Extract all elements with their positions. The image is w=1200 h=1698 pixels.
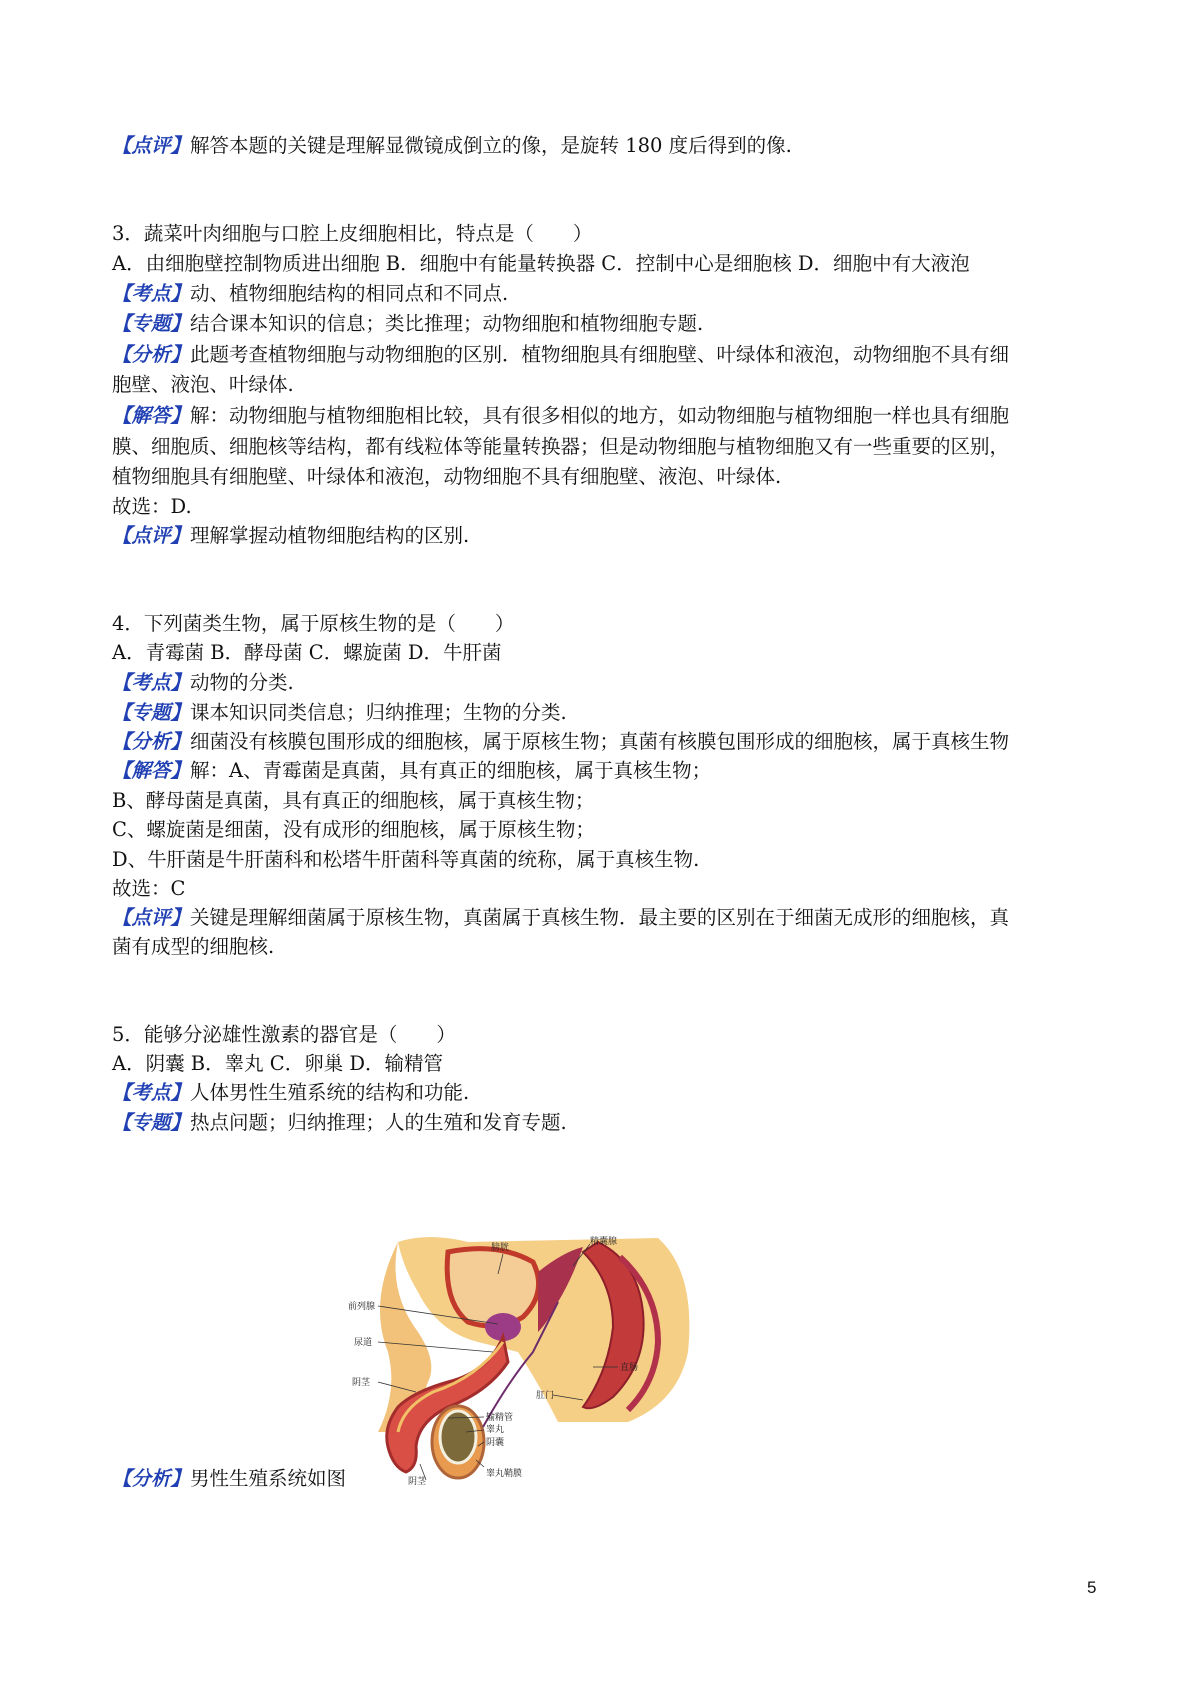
q4-zhuanti <box>112 698 567 728</box>
q3-jieda-cont2: 植物细胞具有细胞壁、叶绿体和液泡，动物细胞不具有细胞壁、液泡、叶绿体. <box>112 465 782 488</box>
dianping-text: 理解掌握动植物细胞结构的区别. <box>190 524 470 547</box>
zhuanti-text: 结合课本知识的信息；类比推理；动物细胞和植物细胞专题. <box>190 312 704 335</box>
zhuanti-tag: 【专题】 <box>112 1111 191 1134</box>
page-number: 5 <box>1087 1578 1097 1597</box>
label-anus: 肛门 <box>536 1391 555 1401</box>
label-tunica: 睾丸鞘膜 <box>486 1469 523 1479</box>
label-rectum: 直肠 <box>620 1363 639 1373</box>
jieda-tag: 【解答】 <box>112 759 191 782</box>
label-testis: 睾丸 <box>486 1425 505 1435</box>
kaodian-text: 人体男性生殖系统的结构和功能. <box>190 1081 470 1104</box>
label-vas-deferens: 输精管 <box>486 1413 514 1423</box>
q3-zhuanti <box>112 309 703 339</box>
kaodian-tag: 【考点】 <box>112 282 191 305</box>
kaodian-tag: 【考点】 <box>112 671 191 694</box>
jieda-text: 解：动物细胞与植物细胞相比较，具有很多相似的地方，如动物细胞与植物细胞一样也具有细胞 <box>190 404 1010 427</box>
fenxi-tag: 【分析】 <box>112 730 191 753</box>
q3-fenxi <box>112 340 1009 370</box>
q4-jieda <box>112 756 711 786</box>
q4-dianping-cont: 菌有成型的细胞核. <box>112 935 275 958</box>
jieda-tag: 【解答】 <box>112 404 191 427</box>
q3-stem: 3．蔬菜叶肉细胞与口腔上皮细胞相比，特点是（ ） <box>112 222 593 245</box>
fenxi-text: 此题考查植物细胞与动物细胞的区别．植物细胞具有细胞壁、叶绿体和液泡，动物细胞不具有细 <box>190 343 1010 366</box>
q4-jieda-d: D、牛肝菌是牛肝菌科和松塔牛肝菌科等真菌的统称，属于真核生物. <box>112 848 700 871</box>
dianping-tag: 【点评】 <box>112 906 191 929</box>
fenxi-tag: 【分析】 <box>112 343 191 366</box>
fenxi-tag: 【分析】 <box>112 1467 191 1490</box>
kaodian-tag: 【考点】 <box>112 1081 191 1104</box>
q5-zhuanti <box>112 1108 567 1138</box>
label-glans: 阴茎 <box>408 1477 427 1487</box>
zhuanti-text: 热点问题；归纳推理；人的生殖和发育专题. <box>190 1111 567 1134</box>
zhuanti-text: 课本知识同类信息；归纳推理；生物的分类. <box>190 701 567 724</box>
q4-dianping <box>112 903 1009 933</box>
q5-stem: 5．能够分泌雄性激素的器官是（ ） <box>112 1023 456 1046</box>
label-penis: 阴茎 <box>352 1378 371 1388</box>
label-prostate: 前列腺 <box>348 1302 376 1312</box>
fenxi-text: 细菌没有核膜包围形成的细胞核，属于原核生物；真菌有核膜包围形成的细胞核，属于真核生物 <box>190 730 1010 753</box>
q4-kaodian <box>112 668 294 698</box>
q4-jieda-b: B、酵母菌是真菌，具有真正的细胞核，属于真核生物； <box>112 789 595 812</box>
q3-jieda <box>112 401 1009 431</box>
q3-kaodian <box>112 279 508 309</box>
label-seminal-vesicle: 精囊腺 <box>590 1237 618 1247</box>
q3-dianping <box>112 521 469 551</box>
label-bladder: 膀胱 <box>491 1243 510 1253</box>
zhuanti-tag: 【专题】 <box>112 701 191 724</box>
q4-answer: 故选：C <box>112 877 186 900</box>
q3-fenxi-cont: 胞壁、液泡、叶绿体. <box>112 373 294 396</box>
q5-fenxi <box>112 1464 346 1494</box>
kaodian-text: 动、植物细胞结构的相同点和不同点. <box>190 282 509 305</box>
kaodian-text: 动物的分类. <box>190 671 294 694</box>
q3-answer: 故选：D. <box>112 495 192 518</box>
review-tag: 【点评】 <box>112 134 191 157</box>
q4-stem: 4．下列菌类生物，属于原核生物的是（ ） <box>112 612 515 635</box>
q4-fenxi <box>112 727 1009 757</box>
testis-shape <box>440 1411 476 1463</box>
review-text: 解答本题的关键是理解显微镜成倒立的像，是旋转 180 度后得到的像. <box>190 134 792 157</box>
bladder-shape <box>447 1249 538 1326</box>
q4-jieda-c: C、螺旋菌是细菌，没有成形的细胞核，属于原核生物； <box>112 818 595 841</box>
dianping-text: 关键是理解细菌属于原核生物，真菌属于真核生物．最主要的区别在于细菌无成形的细胞核，真 <box>190 906 1010 929</box>
male-reproductive-system-figure <box>348 1232 696 1490</box>
label-urethra: 尿道 <box>354 1338 373 1348</box>
q5-options: A．阴囊 B．睾丸 C．卵巢 D．输精管 <box>112 1052 444 1075</box>
q5-kaodian <box>112 1078 469 1108</box>
zhuanti-tag: 【专题】 <box>112 312 191 335</box>
q4-options: A．青霉菌 B．酵母菌 C．螺旋菌 D．牛肝菌 <box>112 641 502 664</box>
jieda-text: 解：A、青霉菌是真菌，具有真正的细胞核，属于真核生物； <box>190 759 712 782</box>
q3-options: A．由细胞壁控制物质进出细胞 B．细胞中有能量转换器 C．控制中心是细胞核 D．细胞中有大液泡 <box>112 252 970 275</box>
q2-review <box>112 131 792 161</box>
label-scrotum: 阴囊 <box>486 1438 505 1448</box>
fenxi-text: 男性生殖系统如图 <box>190 1467 347 1490</box>
q3-jieda-cont1: 膜、细胞质、细胞核等结构，都有线粒体等能量转换器；但是动物细胞与植物细胞又有一些重要的区别， <box>112 435 1010 458</box>
dianping-tag: 【点评】 <box>112 524 191 547</box>
